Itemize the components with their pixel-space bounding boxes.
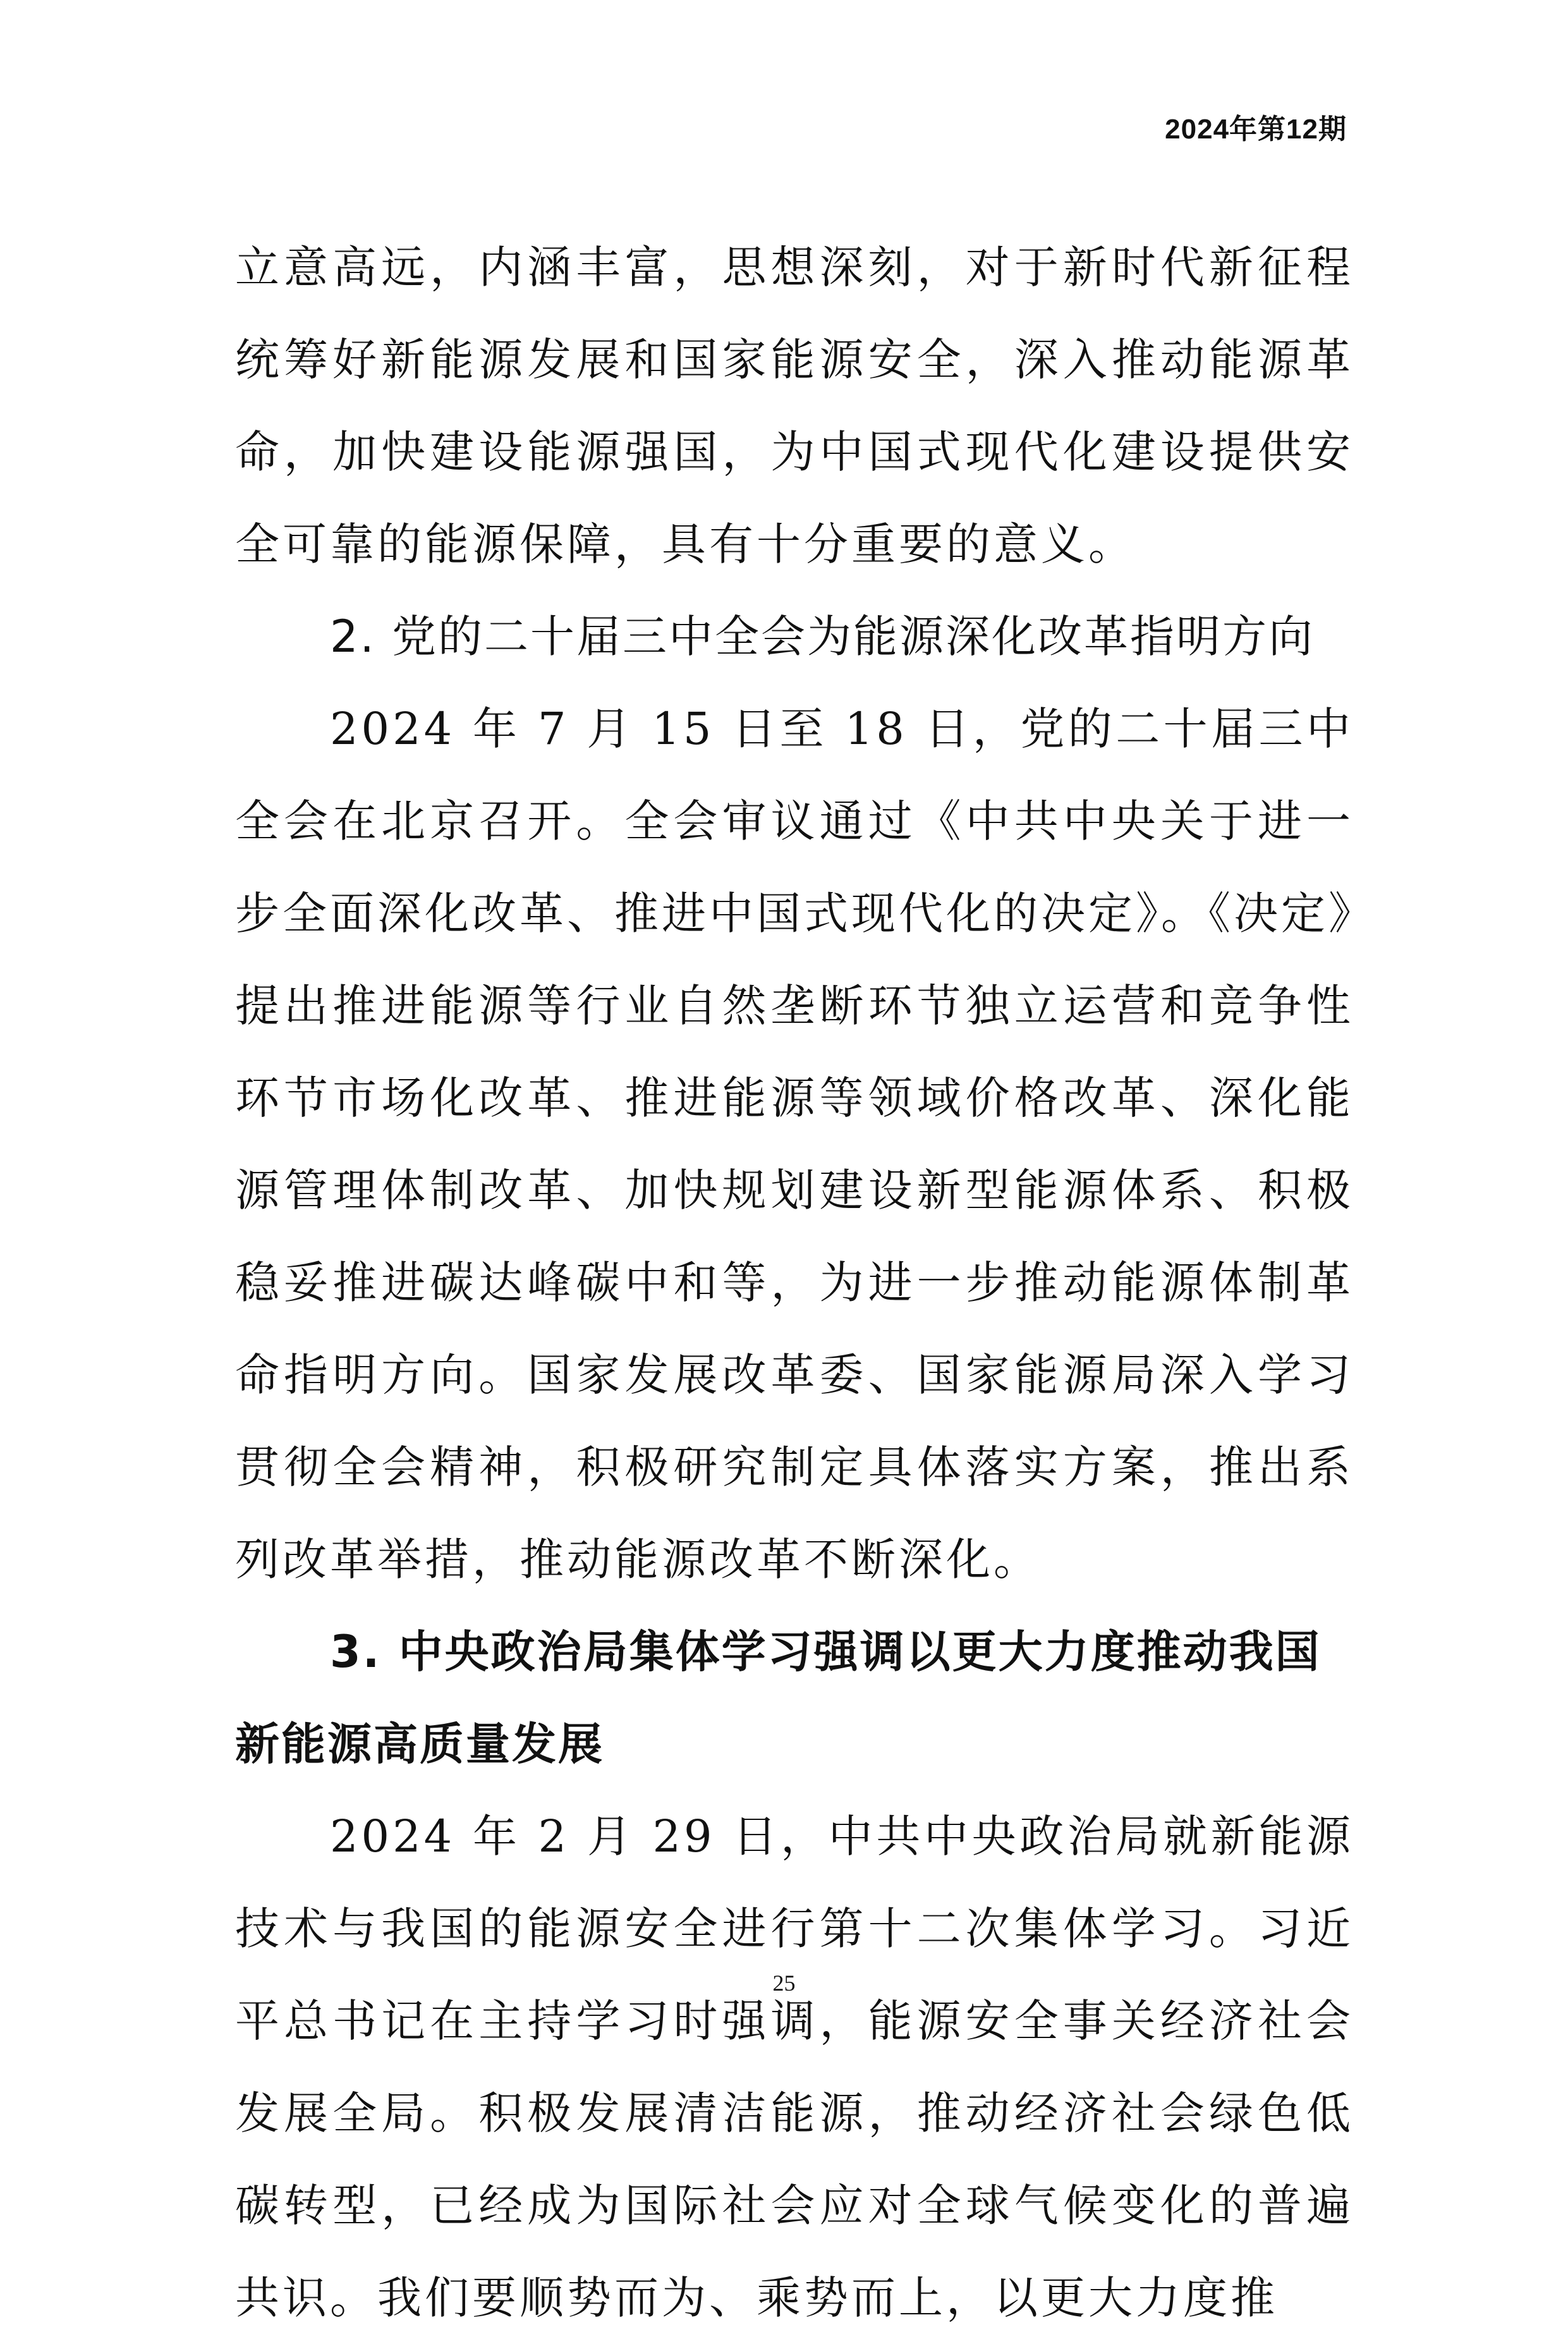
- paragraph-third-plenum: 2024 年 7 月 15 日至 18 日，党的二十届三中全会在北京召开。全会审议通过《中共中央关于进一步全面深化改革、推进中国式现代化的决定》。《决定》提出推进能源等行业自然垄断环节独立运营和竞争性环节市场化改革、推进能源等领域价格改革、深化能源管理体制改革、加快规划建设新型能源体系、积极稳妥推进碳达峰碳中和等，为进一步推动能源体制革命指明方向。国家发展改革委、国家能源局深入学习贯彻全会精神，积极研究制定具体落实方案，推出系列改革举措，推动能源改革不断深化。: [235, 703, 1354, 1585]
- paragraph-continued: 立意高远，内涵丰富，思想深刻，对于新时代新征程统筹好新能源发展和国家能源安全，深入推动能源革命，加快建设能源强国，为中国式现代化建设提供安全可靠的能源保障，具有十分重要的意义。: [235, 241, 1354, 570]
- page-number: 25: [772, 1970, 796, 1996]
- section-heading-3: 3. 中央政治局集体学习强调以更大力度推动我国新能源高质量发展: [235, 1626, 1322, 1770]
- article-body: [235, 221, 1354, 2344]
- issue-header: 2024年第12期: [1165, 114, 1347, 145]
- section-heading-2: 2. 党的二十届三中全会为能源深化改革指明方向: [330, 611, 1315, 662]
- paragraph-politburo-study: 2024 年 2 月 29 日，中共中央政治局就新能源技术与我国的能源安全进行第十二次集体学习。习近平总书记在主持学习时强调，能源安全事关经济社会发展全局。积极发展清洁能源，推动经济社会绿色低碳转型，已经成为国际社会应对全球气候变化的普遍共识。我们要顺势而为、乘势而上，以更大力度推: [235, 1810, 1354, 2324]
